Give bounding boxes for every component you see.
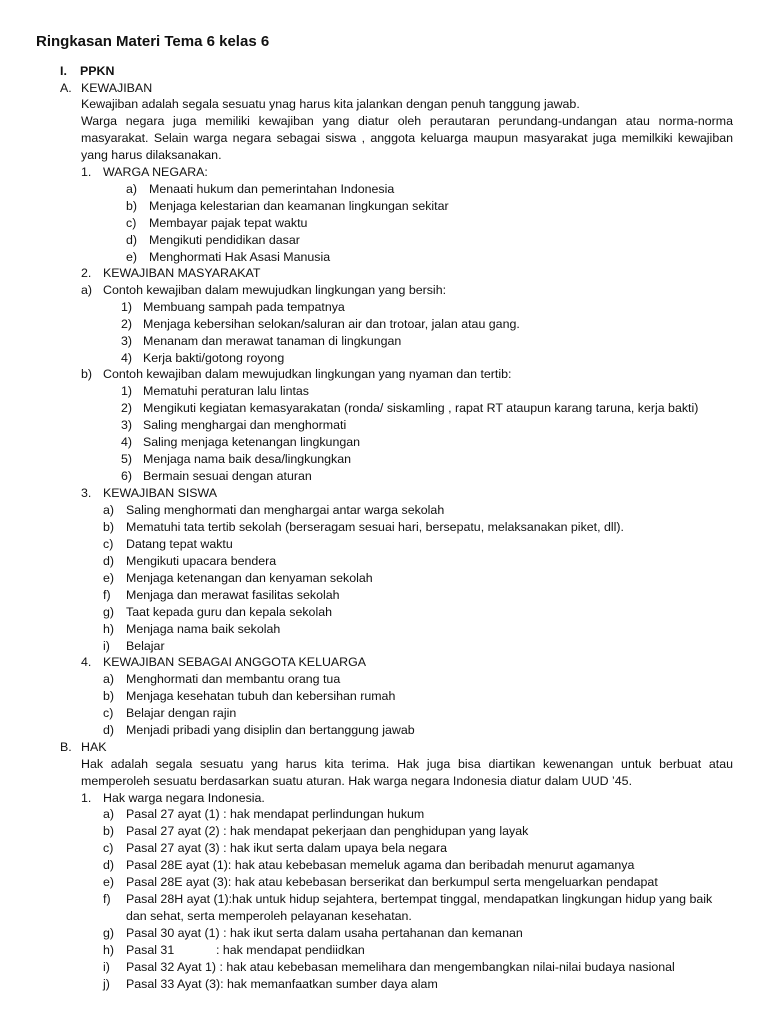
list-item-text: Menjaga kebersihan selokan/saluran air dan trotoar, jalan atau gang. <box>143 317 520 331</box>
list-marker: 2. <box>81 266 92 280</box>
list-marker: 1. <box>81 165 92 179</box>
list-marker: b) <box>103 520 115 534</box>
list-label: Contoh kewajiban dalam mewujudkan lingkungan yang bersih: <box>103 283 447 297</box>
list-marker: a) <box>103 672 115 686</box>
list-marker: 1) <box>121 300 133 314</box>
list-marker: a) <box>103 503 115 517</box>
list-item-text: Pasal 32 Ayat 1) : hak atau kebebasan memelihara dan mengembangkan nilai-nilai budaya nasional <box>126 960 675 974</box>
list-item-text: Membayar pajak tepat waktu <box>149 216 308 230</box>
list-label: KEWAJIBAN SEBAGAI ANGGOTA KELUARGA <box>103 655 367 669</box>
section-marker: A. <box>60 81 72 95</box>
list-marker: g) <box>103 926 115 940</box>
section-marker: I. <box>60 64 67 78</box>
list-item-text: Pasal 28E ayat (1): hak atau kebebasan memeluk agama dan beribadah menurut agamanya <box>126 858 635 872</box>
list-marker: 2) <box>121 401 133 415</box>
list-marker: e) <box>103 571 115 585</box>
list-marker: d) <box>103 554 115 568</box>
kewajiban-paragraph: Warga negara juga memiliki kewajiban yang diatur oleh perautaran perundang-undangan atau norma-norma masyarakat. Selain warga negara sebagai siswa , anggota keluarga maupun masyarakat juga memilkiki kewajiban yang harus dilaksanakan. <box>81 114 733 162</box>
list-item-text: Menjaga ketenangan dan kenyaman sekolah <box>126 571 373 585</box>
list-marker: f) <box>103 892 111 906</box>
list-marker: 4) <box>121 351 133 365</box>
list-item-text: Membuang sampah pada tempatnya <box>143 300 345 314</box>
list-label: KEWAJIBAN MASYARAKAT <box>103 266 261 280</box>
section-label: PPKN <box>80 64 115 78</box>
list-item-text: Belajar <box>126 639 165 653</box>
list-item-text: Menjaga nama baik desa/lingkungkan <box>143 452 352 466</box>
list-item-text: Pasal 27 ayat (1) : hak mendapat perlindungan hukum <box>126 807 425 821</box>
list-item-text: Mengikuti pendidikan dasar <box>149 233 300 247</box>
list-marker: d) <box>103 858 115 872</box>
list-marker: d) <box>126 233 138 247</box>
list-marker: a) <box>103 807 115 821</box>
list-item-text: Menjaga dan merawat fasilitas sekolah <box>126 588 340 602</box>
list-item-text: Belajar dengan rajin <box>126 706 237 720</box>
list-item-text: Saling menghormati dan menghargai antar warga sekolah <box>126 503 445 517</box>
list-marker: 1) <box>121 384 133 398</box>
list-item-text: Pasal 27 ayat (3) : hak ikut serta dalam upaya bela negara <box>126 841 447 855</box>
section-marker: B. <box>60 740 72 754</box>
list-marker: a) <box>81 283 93 297</box>
list-item-text: Pasal 28H ayat (1):hak untuk hidup sejahtera, bertempat tinggal, mendapatkan lingkungan hidup yang baik <box>126 892 713 906</box>
hak-paragraph: Hak adalah segala sesuatu yang harus kita terima. Hak juga bisa diartikan kewenangan untuk berbuat atau memperoleh sesuatu berdasarkan suatu aturan. Hak warga negara Indonesia diatur dalam UUD ’45. <box>81 757 733 788</box>
list-marker: a) <box>126 182 138 196</box>
list-marker: g) <box>103 605 115 619</box>
list-marker: b) <box>103 824 115 838</box>
list-marker: 3) <box>121 418 133 432</box>
list-item-text: Menghormati dan membantu orang tua <box>126 672 341 686</box>
list-item-text: Taat kepada guru dan kepala sekolah <box>126 605 332 619</box>
list-marker: h) <box>103 622 115 636</box>
list-item-text: Mengikuti kegiatan kemasyarakatan (ronda/ siskamling , rapat RT ataupun karang taruna, kerja bakti) <box>143 401 699 415</box>
list-marker: c) <box>126 216 137 230</box>
list-item-text: Datang tepat waktu <box>126 537 233 551</box>
list-item-text: Menjaga kesehatan tubuh dan kebersihan rumah <box>126 689 396 703</box>
list-label: WARGA NEGARA: <box>103 165 208 179</box>
list-marker: d) <box>103 723 115 737</box>
list-marker: 4. <box>81 655 92 669</box>
list-marker: 6) <box>121 469 133 483</box>
section-label: HAK <box>81 740 107 754</box>
list-item-text: Pasal 30 ayat (1) : hak ikut serta dalam usaha pertahanan dan kemanan <box>126 926 523 940</box>
list-label: Hak warga negara Indonesia. <box>103 791 265 805</box>
list-marker: c) <box>103 537 114 551</box>
list-marker: c) <box>103 706 114 720</box>
list-marker: 2) <box>121 317 133 331</box>
list-item-text: Menghormati Hak Asasi Manusia <box>149 250 331 264</box>
document-title: Ringkasan Materi Tema 6 kelas 6 <box>36 33 270 50</box>
list-marker: b) <box>103 689 115 703</box>
list-item-text: Bermain sesuai dengan aturan <box>143 469 312 483</box>
list-item-text: Saling menghargai dan menghormati <box>143 418 347 432</box>
list-label: Contoh kewajiban dalam mewujudkan lingkungan yang nyaman dan tertib: <box>103 367 512 381</box>
list-item-text: Saling menjaga ketenangan lingkungan <box>143 435 361 449</box>
list-item-text: Menjaga nama baik sekolah <box>126 622 281 636</box>
list-marker: 5) <box>121 452 133 466</box>
list-item-text: Pasal 33 Ayat (3): hak memanfaatkan sumber daya alam <box>126 977 438 991</box>
list-marker: h) <box>103 943 115 957</box>
list-item-text-wrap: dan sehat, serta memperoleh pelayanan kesehatan. <box>126 909 412 923</box>
list-item-text: Menjaga kelestarian dan keamanan lingkungan sekitar <box>149 199 449 213</box>
list-marker: 3. <box>81 486 92 500</box>
list-item-text: Mengikuti upacara bendera <box>126 554 277 568</box>
list-marker: 1. <box>81 791 92 805</box>
list-marker: i) <box>103 960 110 974</box>
list-marker: f) <box>103 588 111 602</box>
list-item-text: Pasal 27 ayat (2) : hak mendapat pekerjaan dan penghidupan yang layak <box>126 824 529 838</box>
list-marker: b) <box>126 199 138 213</box>
list-item-text: Kerja bakti/gotong royong <box>143 351 285 365</box>
kewajiban-intro: Kewajiban adalah segala sesuatu ynag harus kita jalankan dengan penuh tanggung jawab. <box>81 97 580 111</box>
list-marker: 4) <box>121 435 133 449</box>
section-label: KEWAJIBAN <box>81 81 153 95</box>
list-marker: i) <box>103 639 110 653</box>
list-marker: e) <box>103 875 115 889</box>
list-item-text: Mematuhi tata tertib sekolah (berseragam sesuai hari, bersepatu, melaksanakan piket, dll). <box>126 520 624 534</box>
list-marker: c) <box>103 841 114 855</box>
list-marker: e) <box>126 250 138 264</box>
list-item-text: Mematuhi peraturan lalu lintas <box>143 384 309 398</box>
list-marker: b) <box>81 367 93 381</box>
list-item-text: Menaati hukum dan pemerintahan Indonesia <box>149 182 395 196</box>
list-item-text: Pasal 28E ayat (3): hak atau kebebasan berserikat dan berkumpul serta mengeluarkan pendapat <box>126 875 658 889</box>
list-marker: 3) <box>121 334 133 348</box>
list-item-text: Pasal 31 <box>126 943 175 957</box>
list-marker: j) <box>103 977 110 991</box>
list-item-text: Menjadi pribadi yang disiplin dan bertanggung jawab <box>126 723 415 737</box>
list-item-text: Menanam dan merawat tanaman di lingkungan <box>143 334 402 348</box>
list-item-text-continued: : hak mendapat pendiidkan <box>216 943 365 957</box>
list-label: KEWAJIBAN SISWA <box>103 486 218 500</box>
